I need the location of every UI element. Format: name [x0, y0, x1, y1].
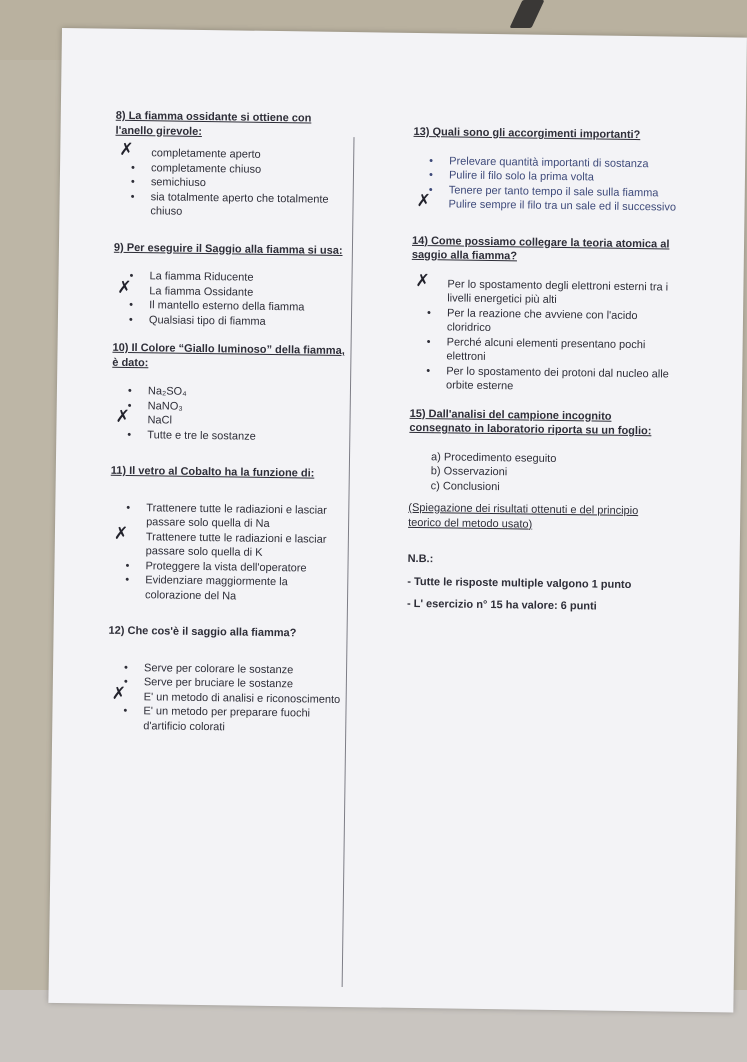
nb-label: N.B.:: [407, 552, 434, 566]
option[interactable]: • Tutte e tre le sostanze: [127, 428, 256, 443]
cross-mark-icon: ✗: [117, 277, 132, 298]
question-8-options: [114, 139, 350, 222]
bullet-icon: •: [426, 335, 431, 348]
question-10-title: 10) Il Colore “Giallo luminoso” della fiamma, è dato:: [112, 341, 345, 369]
option[interactable]: • Proteggere la vista dell'operatore: [125, 559, 307, 574]
question-9-title: 9) Per eseguire il Saggio alla fiamma si usa:: [113, 241, 343, 257]
option[interactable]: ✗ NaCl: [115, 406, 173, 427]
bullet-icon: •: [125, 573, 130, 586]
option[interactable]: • Per lo spostamento dei protoni dal nucleo alle orbite esterne: [426, 364, 669, 393]
bullet-icon: •: [428, 169, 433, 182]
bullet-icon: •: [125, 559, 130, 572]
question-12-options: [107, 660, 343, 736]
cross-mark-icon: ✗: [119, 139, 134, 161]
question-8-title: 8) La fiamma ossidante si ottiene con l'anello girevole:: [115, 109, 312, 138]
question-14-title: 14) Come possiamo collegare la teoria atomica al saggio alla fiamma?: [411, 234, 670, 263]
option[interactable]: • Evidenziare maggiormente la colorazione del Na: [125, 573, 288, 602]
bullet-icon: •: [429, 154, 434, 167]
bullet-icon: •: [123, 675, 128, 688]
question-15-item: c) Conclusioni: [430, 479, 500, 493]
bullet-icon: •: [126, 501, 131, 514]
option[interactable]: • Tenere per tanto tempo il sale sulla fiamma: [428, 183, 659, 199]
cross-mark-icon: ✗: [416, 190, 432, 212]
option[interactable]: • semichiuso: [130, 175, 206, 190]
question-11-title: 11) Il vetro al Cobalto ha la funzione di:: [110, 464, 315, 480]
option[interactable]: ✗ Pulire sempre il filo tra un sale ed il successivo: [416, 190, 677, 214]
bullet-icon: •: [426, 306, 432, 319]
option[interactable]: • completamente chiuso: [130, 161, 262, 176]
question-9-options: [113, 269, 349, 330]
left-column: [107, 109, 351, 736]
option[interactable]: • La fiamma Riducente: [129, 269, 254, 284]
option[interactable]: • NaNO₃: [127, 399, 183, 413]
option[interactable]: ✗ Trattenere tutte le radiazioni e lasciar passare solo quella di K: [113, 523, 327, 559]
question-10-options: [111, 384, 347, 445]
option[interactable]: • Per la reazione che avviene con l'acido cloridrico: [426, 306, 638, 335]
option[interactable]: • Qualsiasi tipo di fiamma: [128, 313, 266, 328]
option[interactable]: • Perché alcuni elementi presentano pochi elettroni: [426, 335, 646, 363]
right-column: [407, 125, 679, 615]
question-15-item: a) Procedimento eseguito: [430, 450, 557, 465]
option[interactable]: • Il mantello esterno della fiamma: [129, 298, 305, 314]
nb-line-2: - L' esercizio n° 15 ha valore: 6 punti: [406, 597, 597, 613]
bullet-icon: •: [127, 399, 132, 412]
bullet-icon: •: [130, 190, 135, 203]
bullet-icon: •: [127, 428, 132, 441]
bullet-icon: •: [426, 364, 431, 377]
cross-mark-icon: ✗: [115, 406, 130, 427]
question-11-options: [109, 500, 345, 605]
question-14-options: [410, 270, 677, 396]
bullet-icon: •: [123, 661, 129, 674]
cross-mark-icon: ✗: [415, 270, 430, 291]
option[interactable]: • Pulire il filo solo la prima volta: [428, 169, 594, 184]
bullet-icon: •: [428, 183, 433, 196]
exam-sheet: [48, 28, 747, 1012]
question-15-note: (Spiegazione dei risultati ottenuti e del principio teorico del metodo usato): [408, 501, 639, 531]
option[interactable]: • Prelevare quantità importanti di sostanza: [429, 154, 649, 170]
option[interactable]: ✗ completamente aperto: [119, 139, 261, 161]
option[interactable]: • E' un metodo per preparare fuochi d'artificio colorati: [123, 704, 311, 733]
nb-line-1: - Tutte le risposte multiple valgono 1 punto: [407, 575, 632, 591]
option[interactable]: ✗ Per lo spostamento degli elettroni esterni tra i livelli energetici più alti: [415, 270, 669, 306]
question-15-title: 15) Dall'analisi del campione incognito consegnato in laboratorio riporta su un foglio:: [409, 407, 652, 438]
question-12-title: 12) Che cos'è il saggio alla fiamma?: [108, 624, 297, 640]
cross-mark-icon: ✗: [113, 523, 129, 544]
option[interactable]: ✗ La fiamma Ossidante: [117, 277, 254, 299]
cross-mark-icon: ✗: [111, 683, 127, 704]
bullet-icon: •: [123, 704, 128, 717]
bullet-icon: •: [130, 161, 136, 174]
question-15-item: b) Osservazioni: [430, 465, 508, 479]
option[interactable]: • sia totalmente aperto che totalmente chiuso: [130, 190, 329, 218]
option[interactable]: • Na₂SO₄: [127, 384, 187, 398]
bullet-icon: •: [127, 384, 132, 398]
bullet-icon: •: [130, 175, 135, 189]
question-13-options: [412, 153, 678, 215]
question-13-title: 13) Quali sono gli accorgimenti importanti?: [413, 125, 641, 142]
bullet-icon: •: [129, 269, 134, 283]
bullet-icon: •: [128, 313, 133, 326]
option[interactable]: • Serve per bruciare le sostanze: [123, 675, 294, 691]
option[interactable]: • Serve per colorare le sostanze: [123, 661, 294, 676]
option[interactable]: • Trattenere tutte le radiazioni e lasciar passare solo quella di Na: [126, 501, 327, 530]
option[interactable]: ✗ E' un metodo di analisi e riconoscimento: [111, 683, 341, 706]
bullet-icon: •: [129, 298, 134, 312]
